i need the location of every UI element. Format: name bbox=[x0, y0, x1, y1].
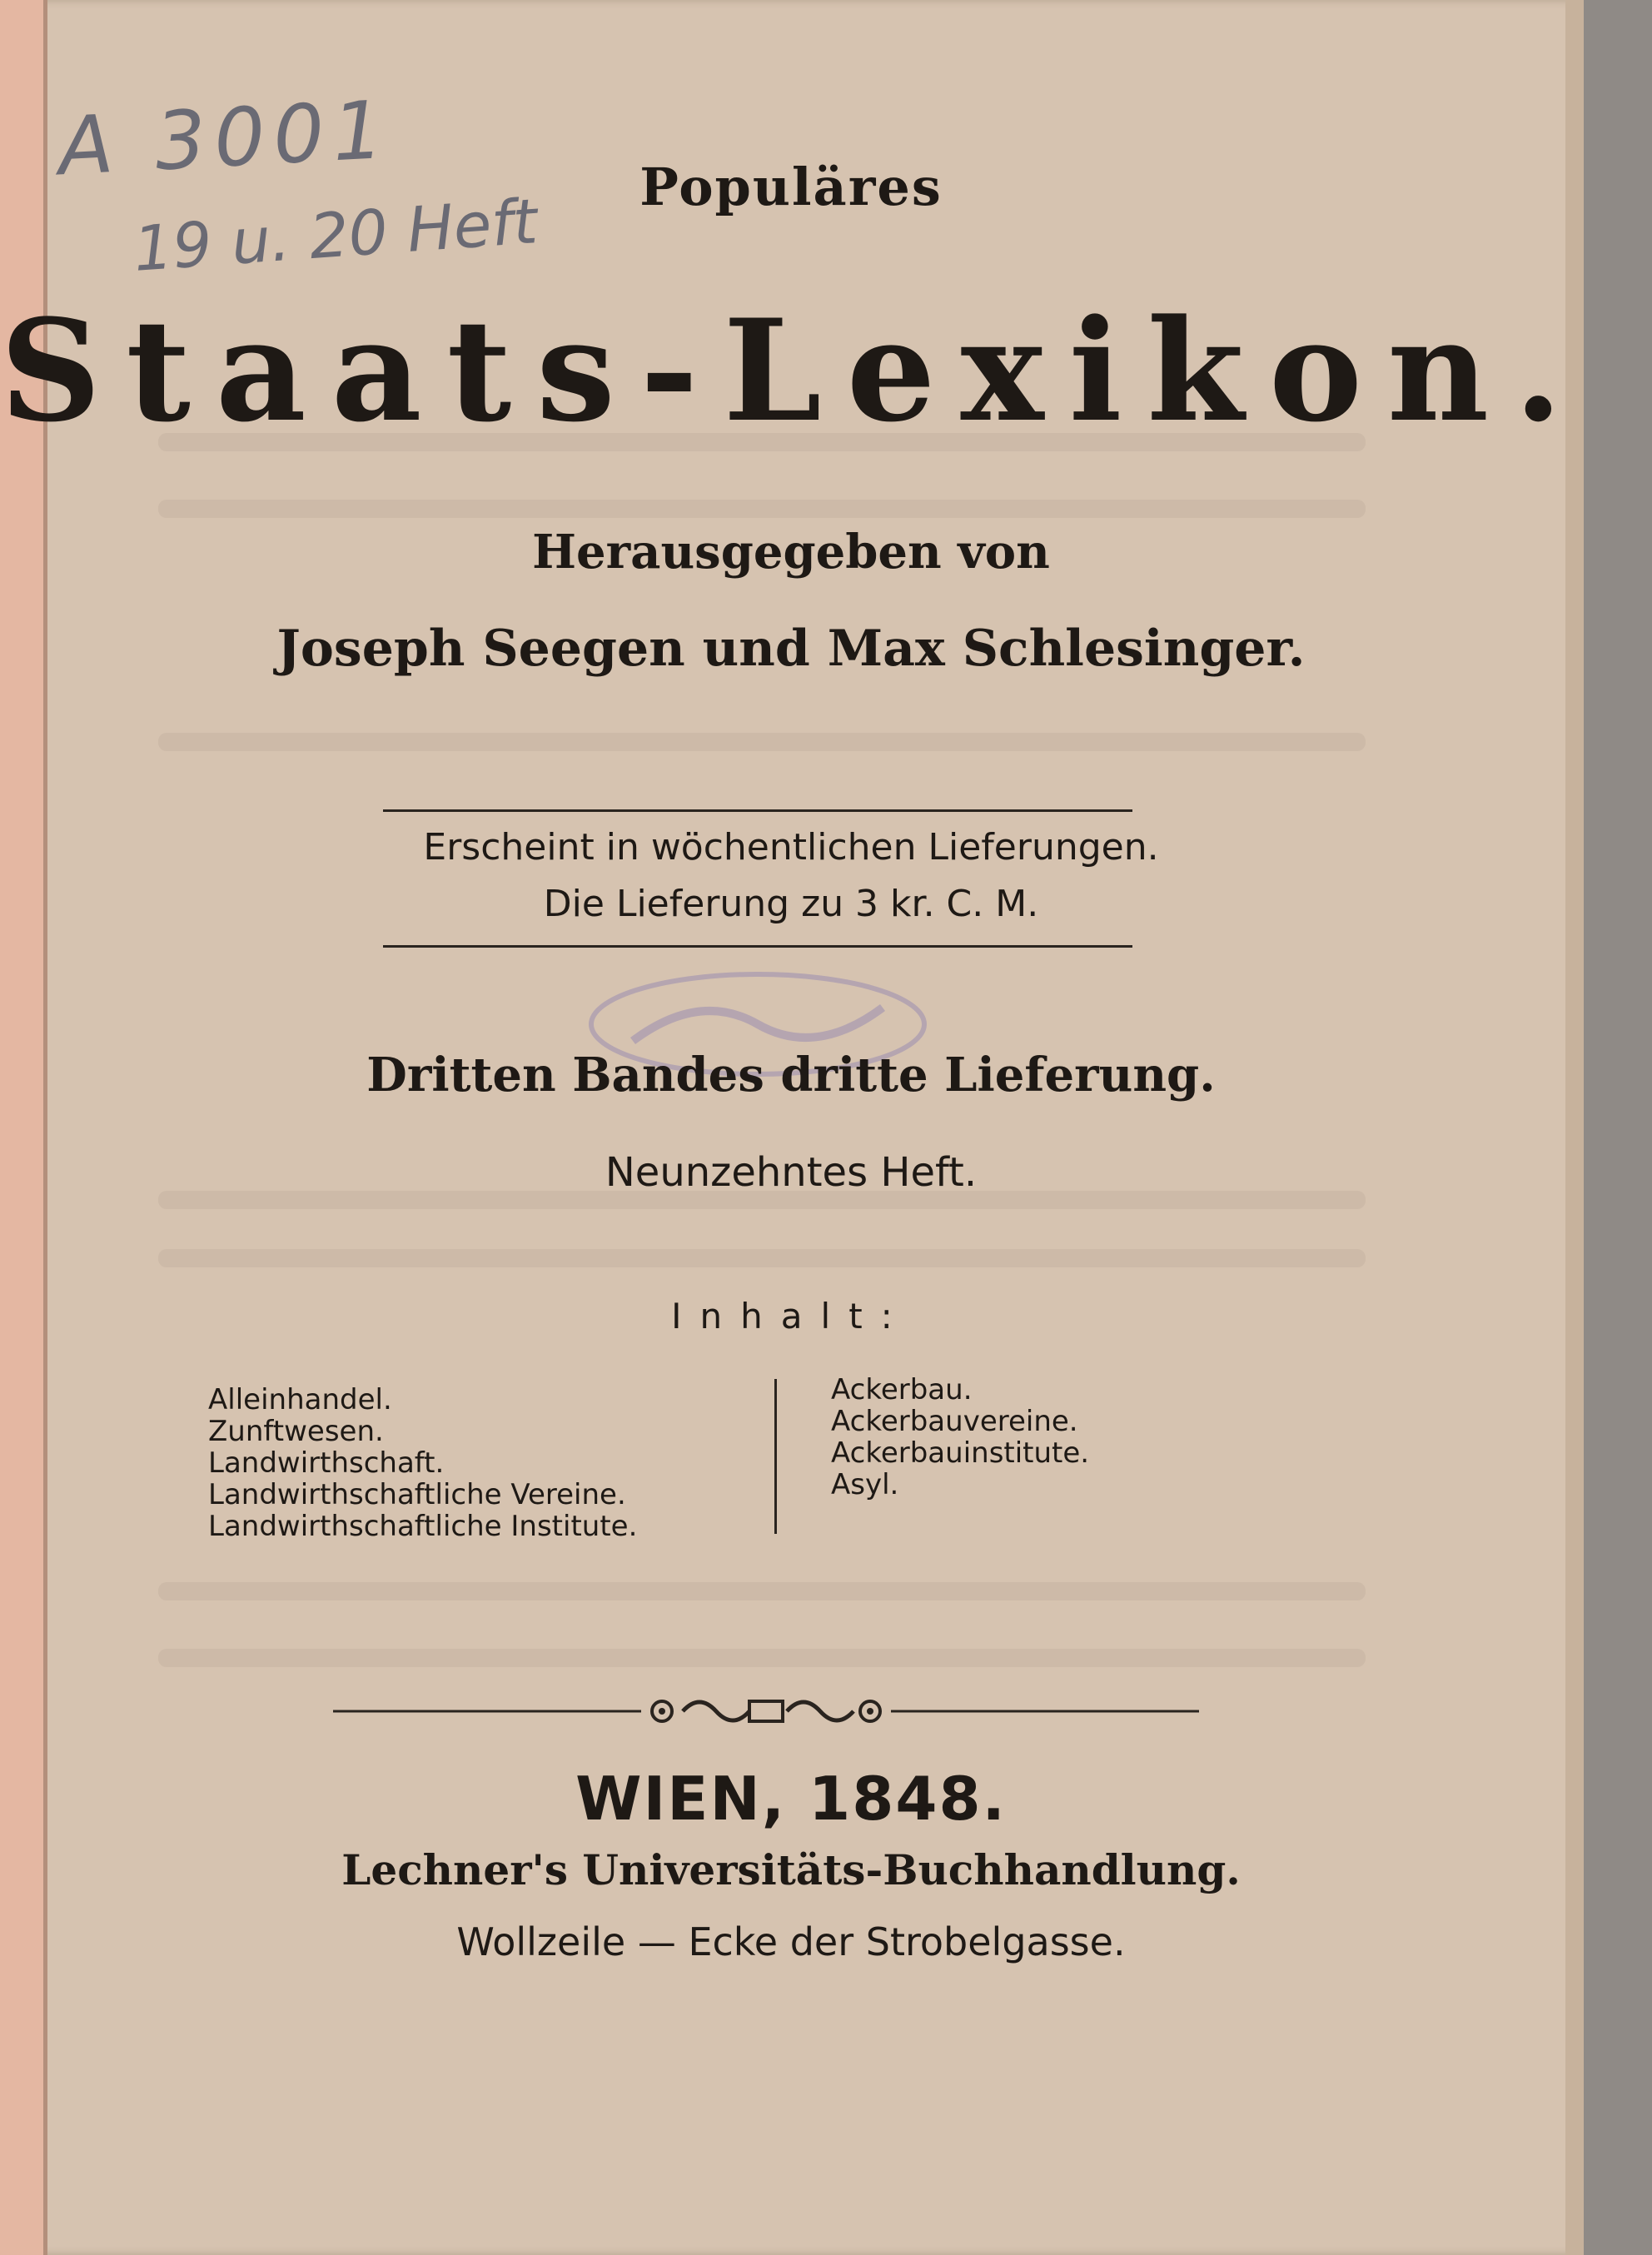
contents-divider bbox=[774, 1379, 777, 1534]
contents-heading: Inhalt: bbox=[671, 1296, 911, 1337]
list-item: Zunftwesen. bbox=[208, 1415, 384, 1448]
rule-top bbox=[383, 809, 1132, 812]
imprint-city-year: WIEN, 1848. bbox=[575, 1764, 1007, 1834]
rule-bottom bbox=[383, 945, 1132, 948]
list-item: Ackerbauvereine. bbox=[831, 1405, 1078, 1438]
show-through-line bbox=[158, 500, 1366, 518]
list-item: Ackerbauinstitute. bbox=[831, 1436, 1090, 1470]
list-item: Landwirthschaftliche Vereine. bbox=[208, 1478, 626, 1511]
contents-left-column bbox=[208, 1384, 637, 1542]
frequency-note: Erscheint in wöchentlichen Lieferungen. bbox=[423, 826, 1159, 869]
volume-line: Dritten Bandes dritte Lieferung. bbox=[366, 1048, 1216, 1103]
handwritten-issue-note: 19 u. 20 Heft bbox=[131, 186, 540, 286]
list-item: Ackerbau. bbox=[831, 1373, 973, 1406]
list-item: Alleinhandel. bbox=[208, 1383, 392, 1416]
show-through-line bbox=[158, 1582, 1366, 1600]
imprint-publisher: Lechner's Universitäts-Buchhandlung. bbox=[341, 1845, 1241, 1894]
issue-line: Neunzehntes Heft. bbox=[605, 1149, 978, 1196]
handwritten-shelfmark: A 3001 bbox=[56, 82, 395, 194]
price-note: Die Lieferung zu 3 kr. C. M. bbox=[543, 883, 1039, 925]
show-through-line bbox=[158, 1249, 1366, 1267]
imprint-address: Wollzeile — Ecke der Strobelgasse. bbox=[456, 1919, 1126, 1964]
ornament-divider-icon bbox=[333, 1686, 1199, 1736]
editor-line: Herausgegeben von bbox=[532, 525, 1050, 580]
editor-names: Joseph Seegen und Max Schlesinger. bbox=[276, 620, 1306, 678]
title-kicker: Populäres bbox=[639, 157, 943, 217]
list-item: Asyl. bbox=[831, 1468, 899, 1501]
list-item: Landwirthschaft. bbox=[208, 1446, 445, 1480]
show-through-line bbox=[158, 733, 1366, 751]
page-title: Staats-Lexikon. bbox=[0, 288, 1588, 453]
list-item: Landwirthschaftliche Institute. bbox=[208, 1510, 638, 1543]
show-through-line bbox=[158, 1649, 1366, 1667]
contents-right-column bbox=[831, 1374, 1089, 1501]
